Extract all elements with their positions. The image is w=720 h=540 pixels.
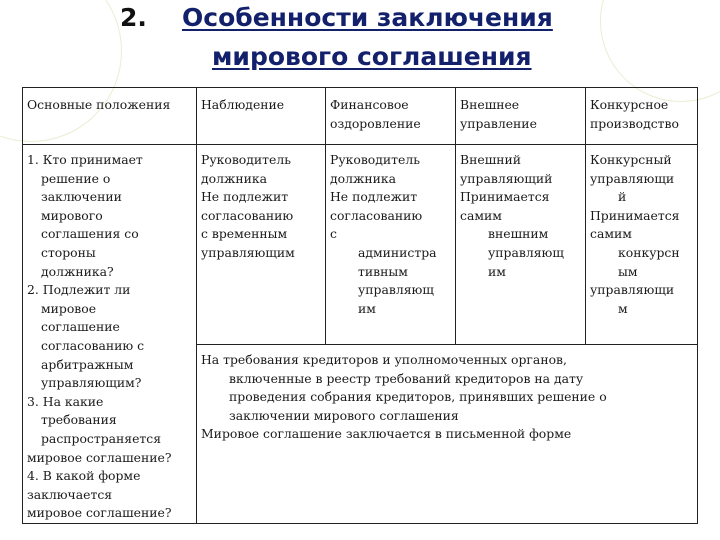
question-line: 3. На какие xyxy=(27,393,104,409)
cell-line: должника xyxy=(330,170,397,186)
question-line: заключении xyxy=(41,189,122,205)
cell-line: администра xyxy=(358,244,437,260)
cell-line: Принимается xyxy=(460,189,550,205)
header-cell: Финансовое оздоровление xyxy=(326,88,456,145)
cell-line: самим xyxy=(590,226,632,242)
cell-line: должника xyxy=(201,170,268,186)
form-line: Мировое соглашение заключается в письменной форме xyxy=(201,426,572,442)
cell-line: Руководитель xyxy=(330,152,420,167)
cell-line: Принимается xyxy=(590,207,680,223)
question-line: 2. Подлежит ли xyxy=(27,282,131,298)
cell-line: с xyxy=(330,226,337,242)
cell-line: конкурсн xyxy=(618,244,680,260)
header-cell: Основные положения xyxy=(23,88,197,145)
question-line: 1. Кто принимает xyxy=(27,152,143,167)
question-line: управляющим? xyxy=(41,375,142,391)
cell-line: м xyxy=(618,300,628,316)
cell-line: внешним xyxy=(488,226,549,242)
cell-line: управляющи xyxy=(590,282,675,298)
cell-line: самим xyxy=(460,207,502,223)
header-cell: Внешнее управление xyxy=(456,88,586,145)
table-header-row xyxy=(23,88,698,145)
cell-line: управляющим xyxy=(201,244,295,260)
question-line: мировое xyxy=(41,300,97,316)
cell-line: согласованию xyxy=(330,207,423,223)
cell-line: управляющ xyxy=(488,244,564,260)
question-line: мировое соглашение? xyxy=(27,505,172,521)
question-line: 4. В какой форме xyxy=(27,468,141,484)
requirements-line: включенные в реестр требований кредиторов на дату xyxy=(229,370,584,386)
cell-line: управляющий xyxy=(460,170,553,186)
cell-line: Внешний xyxy=(460,152,521,167)
question-line: согласованию с xyxy=(41,337,145,353)
cell-line: им xyxy=(488,263,506,279)
question-line: решение о xyxy=(41,170,111,186)
cell-line: Руководитель xyxy=(201,152,291,167)
bankruptcy-cell xyxy=(586,145,698,345)
merged-answer-cell xyxy=(197,345,698,524)
title-text-1: Особенности заключения xyxy=(182,3,553,32)
cell-line: Не подлежит xyxy=(201,189,289,205)
question-line: соглашение xyxy=(41,319,120,335)
question-line: соглашения со xyxy=(41,226,139,242)
question-line: арбитражным xyxy=(41,356,134,372)
requirements-line: заключении мирового соглашения xyxy=(229,407,459,423)
requirements-line: проведения собрания кредиторов, принявших решение о xyxy=(229,389,607,405)
title-text-2: мирового соглашения xyxy=(212,42,532,71)
header-cell: Конкурсное производство xyxy=(586,88,698,145)
question-line: заключается xyxy=(27,486,113,502)
comparison-table xyxy=(22,87,698,524)
cell-line: управляющ xyxy=(358,282,434,298)
cell-line: Не подлежит xyxy=(330,189,418,205)
question-line: требования xyxy=(41,412,117,428)
question-line: стороны xyxy=(41,244,96,260)
requirements-line: На требования кредиторов и уполномоченных органов, xyxy=(201,352,567,367)
cell-line: Конкурсный xyxy=(590,152,672,167)
recovery-cell xyxy=(326,145,456,345)
question-line: должника? xyxy=(41,263,114,279)
cell-line: управляющи xyxy=(590,170,675,186)
cell-line: согласованию xyxy=(201,207,294,223)
cell-line: й xyxy=(618,189,627,205)
cell-line: им xyxy=(358,300,376,316)
observation-cell xyxy=(197,145,326,345)
header-cell: Наблюдение xyxy=(197,88,326,145)
cell-line: с временным xyxy=(201,226,288,242)
question-line: распространяется xyxy=(41,430,162,446)
cell-line: ым xyxy=(618,263,638,279)
question-line: мировое соглашение? xyxy=(27,449,172,465)
title-number: 2. xyxy=(120,3,147,32)
question-line: мирового xyxy=(41,207,103,223)
questions-cell xyxy=(23,145,197,524)
table-row xyxy=(23,145,698,345)
external-management-cell xyxy=(456,145,586,345)
cell-line: тивным xyxy=(358,263,408,279)
